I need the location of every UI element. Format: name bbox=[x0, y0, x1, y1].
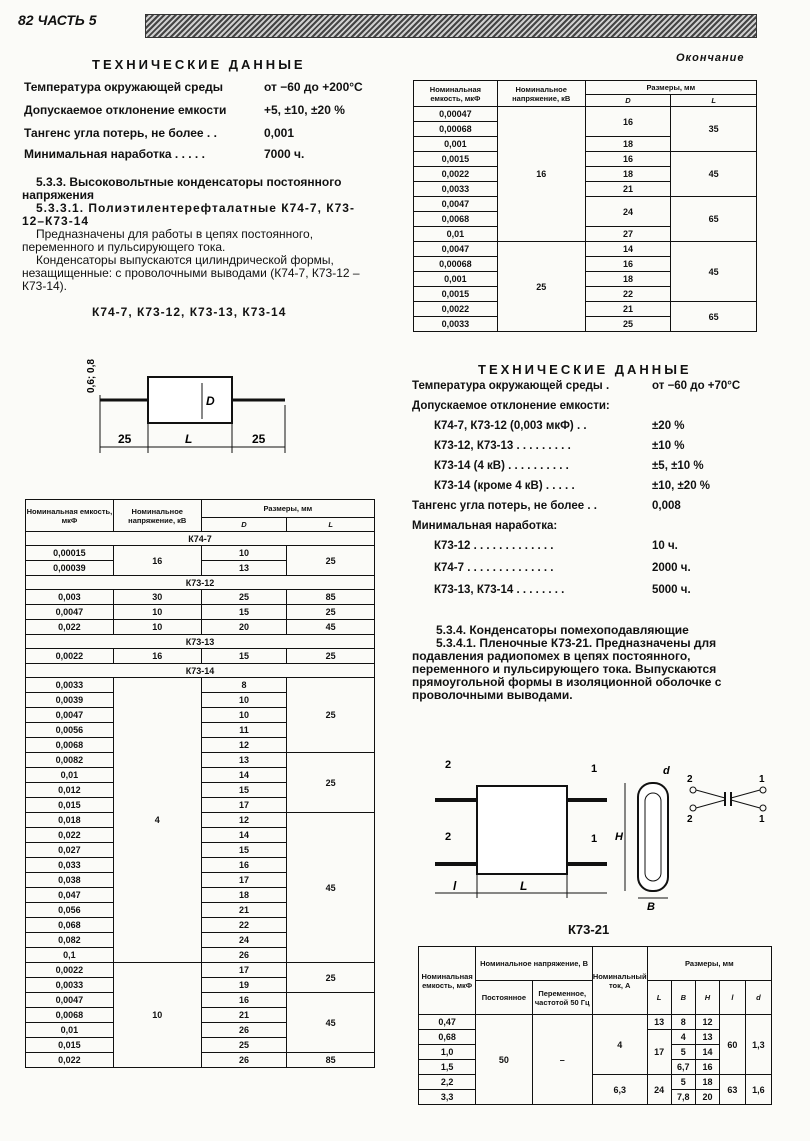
table-cell: – bbox=[532, 1015, 592, 1105]
drawing-shape bbox=[760, 787, 766, 793]
text-line bbox=[412, 500, 758, 520]
table-cell: 63 bbox=[720, 1075, 746, 1105]
page-header bbox=[18, 12, 97, 28]
table-cell: 25 bbox=[201, 590, 287, 605]
text-line bbox=[412, 420, 758, 440]
table-cell: 22 bbox=[201, 918, 287, 933]
table-cell: 0,0039 bbox=[26, 693, 114, 708]
table-row bbox=[26, 546, 375, 561]
table-header-cell: Номинальный ток, А bbox=[592, 947, 647, 1015]
drawing-shape bbox=[731, 790, 760, 798]
capacitor-body bbox=[148, 377, 232, 423]
table-cell: 0,0015 bbox=[414, 152, 498, 167]
text-value: К74-7 . . . . . . . . . . . . . . bbox=[434, 562, 554, 574]
text-value: 2000 ч. bbox=[652, 562, 691, 574]
table-row bbox=[26, 620, 375, 635]
table-cell: 0,0082 bbox=[26, 753, 114, 768]
text-value: ±5, ±10 % bbox=[652, 460, 704, 472]
text-value: Допускаемое отклонение емкости bbox=[24, 103, 227, 117]
table-header-cell: Размеры, мм bbox=[647, 947, 771, 981]
drawing-shape bbox=[760, 805, 766, 811]
table-cell: 2,2 bbox=[419, 1075, 476, 1090]
text-value: К73-14 (4 кВ) . . . . . . . . . . bbox=[434, 460, 569, 472]
table-cell: 35 bbox=[671, 107, 757, 152]
table-cell: 13 bbox=[201, 561, 287, 576]
table-cell: 0,47 bbox=[419, 1015, 476, 1030]
lt-h-volt: Номинальное напряжение, кВ bbox=[113, 500, 201, 532]
table-cell: 0,00068 bbox=[414, 122, 498, 137]
drawing-label: 1 bbox=[759, 814, 765, 825]
lead-dim: 0,6; 0,8 bbox=[86, 359, 97, 393]
text-value: 5000 ч. bbox=[652, 584, 691, 596]
table-cell: 24 bbox=[647, 1075, 671, 1105]
table-cell: 0,0033 bbox=[26, 978, 114, 993]
drawing-shape bbox=[690, 787, 696, 793]
table-cell: 10 bbox=[201, 708, 287, 723]
table-cell: 0,0056 bbox=[26, 723, 114, 738]
table-header-cell: Номинальная емкость, мкФ bbox=[419, 947, 476, 1015]
table-cell: 22 bbox=[585, 287, 671, 302]
table-header-cell: Постоянное bbox=[476, 981, 532, 1015]
table-cell: 16 bbox=[497, 107, 585, 242]
text-line bbox=[412, 562, 758, 584]
table-cell: 25 bbox=[287, 963, 375, 993]
table-cell: 24 bbox=[585, 197, 671, 227]
lt-h-dim: Размеры, мм bbox=[201, 500, 374, 518]
text-line bbox=[412, 460, 758, 480]
capacitor-drawing-1 bbox=[80, 335, 300, 480]
dim-mid: L bbox=[185, 432, 193, 446]
drawing-shape bbox=[690, 805, 696, 811]
text-value: ±10, ±20 % bbox=[652, 480, 711, 492]
table-cell: 0,0022 bbox=[414, 167, 498, 182]
section-533-p2: Конденсаторы выпускаются цилиндрической формы, незащищенные: с проволочными выводами (К74-7, К73-12 – К73-14). bbox=[22, 253, 360, 293]
table-cell: 0,00039 bbox=[26, 561, 114, 576]
table-cell: 1,0 bbox=[419, 1045, 476, 1060]
table-row bbox=[419, 1075, 772, 1090]
table-cell: 16 bbox=[113, 649, 201, 664]
table-header-cell: B bbox=[671, 981, 695, 1015]
text-value: Температура окружающей среды . bbox=[412, 380, 610, 392]
table-cell: 45 bbox=[671, 242, 757, 302]
text-value: К74-7, К73-12 (0,003 мкФ) . . bbox=[434, 420, 587, 432]
table-row bbox=[26, 678, 375, 693]
table-cell: 25 bbox=[287, 649, 375, 664]
table-cell: 26 bbox=[201, 948, 287, 963]
table-header-cell: Размеры, мм bbox=[585, 81, 756, 95]
text-line bbox=[412, 400, 758, 420]
table-cell: 10 bbox=[113, 620, 201, 635]
table-cell: 0,0047 bbox=[414, 242, 498, 257]
table-cell: 0,068 bbox=[26, 918, 114, 933]
table-cell: 21 bbox=[585, 182, 671, 197]
table-header-cell: d bbox=[745, 981, 771, 1015]
table-cell: 12 bbox=[201, 738, 287, 753]
table-cell: 5 bbox=[671, 1045, 695, 1060]
text-line bbox=[412, 540, 758, 562]
table-cell: 8 bbox=[671, 1015, 695, 1030]
table-cell: 0,018 bbox=[26, 813, 114, 828]
table-cell: 12 bbox=[695, 1015, 719, 1030]
table-cell: 16 bbox=[585, 257, 671, 272]
table-header-cell: Номинальное напряжение, кВ bbox=[497, 81, 585, 107]
table-cell: 25 bbox=[287, 546, 375, 576]
table-cell: 4 bbox=[592, 1015, 647, 1075]
right-top-table bbox=[413, 80, 757, 332]
table-cell: 17 bbox=[201, 963, 287, 978]
table-cell: 11 bbox=[201, 723, 287, 738]
drawing-label: 1 bbox=[591, 763, 598, 775]
text-value: Температура окружающей среды bbox=[24, 80, 224, 94]
text-value: Минимальная наработка . . . . . bbox=[24, 147, 205, 161]
table-cell: 0,027 bbox=[26, 843, 114, 858]
drawing-shape bbox=[696, 800, 725, 808]
drawing-shape bbox=[731, 800, 760, 808]
table-cell: 0,01 bbox=[26, 1023, 114, 1038]
table-row bbox=[419, 947, 772, 981]
dim-d: D bbox=[206, 394, 215, 408]
table-row bbox=[414, 152, 757, 167]
table-cell: 21 bbox=[201, 1008, 287, 1023]
text-value: от −60 до +70°C bbox=[652, 380, 741, 392]
left-table bbox=[25, 499, 375, 1068]
table-cell: 12 bbox=[201, 813, 287, 828]
text-value: 0,008 bbox=[652, 500, 681, 512]
table-cell: 0,001 bbox=[414, 137, 498, 152]
group-k73-13: К73-13 bbox=[26, 635, 375, 649]
text-value: К73-12 . . . . . . . . . . . . . bbox=[434, 540, 554, 552]
table-row bbox=[414, 302, 757, 317]
table-row bbox=[414, 81, 757, 95]
table-cell: 0,003 bbox=[26, 590, 114, 605]
k73-21-body bbox=[477, 786, 567, 874]
drawing-label: B bbox=[647, 901, 655, 913]
table-header-cell: D bbox=[201, 518, 287, 532]
table-cell: 0,0022 bbox=[26, 963, 114, 978]
table-row bbox=[419, 1015, 772, 1030]
text-line bbox=[412, 380, 758, 400]
drawing-label: 2 bbox=[445, 759, 452, 771]
table-header-cell: L bbox=[647, 981, 671, 1015]
table-row bbox=[26, 605, 375, 620]
table-row bbox=[26, 500, 375, 518]
table-cell: 0,022 bbox=[26, 620, 114, 635]
dim-right: 25 bbox=[252, 432, 266, 446]
table-cell: 0,0068 bbox=[26, 1008, 114, 1023]
table-cell: 30 bbox=[113, 590, 201, 605]
table-continuation-label: Окончание bbox=[676, 52, 745, 64]
table-cell: 20 bbox=[201, 620, 287, 635]
table-cell: 17 bbox=[647, 1030, 671, 1075]
table-cell: 0,0022 bbox=[414, 302, 498, 317]
table-cell: 0,00015 bbox=[26, 546, 114, 561]
table-cell: 85 bbox=[287, 590, 375, 605]
table-cell: 16 bbox=[201, 993, 287, 1008]
text-value: +5, ±10, ±20 % bbox=[264, 103, 345, 117]
dim-left: 25 bbox=[118, 432, 132, 446]
text-value: Тангенс угла потерь, не более . . bbox=[412, 500, 597, 512]
drawing-shape bbox=[696, 790, 725, 798]
table-cell: 65 bbox=[671, 302, 757, 332]
table-cell: 16 bbox=[585, 152, 671, 167]
text-value: Допускаемое отклонение емкости: bbox=[412, 400, 610, 412]
text-value: Минимальная наработка: bbox=[412, 520, 558, 532]
text-value: К73-13, К73-14 . . . . . . . . bbox=[434, 584, 565, 596]
table-cell: 0,0033 bbox=[26, 678, 114, 693]
table-cell: 85 bbox=[287, 1053, 375, 1068]
section-534-p: 5.3.4.1. Пленочные К73-21. Предназначены для подавления радиопомех в цепях постоянного, переменного и пульсирующего тока. Выпускаются прямоугольной формы в изоляционной оболочке с проволочными выводами. bbox=[412, 636, 722, 702]
table-cell: 0,0033 bbox=[414, 317, 498, 332]
header-hatch-bar bbox=[145, 14, 757, 38]
right-tech-list bbox=[412, 380, 758, 606]
table-cell: 65 bbox=[671, 197, 757, 242]
table-cell: 15 bbox=[201, 843, 287, 858]
table-cell: 26 bbox=[201, 1023, 287, 1038]
text-value: ±20 % bbox=[652, 420, 685, 432]
right-tech-title: ТЕХНИЧЕСКИЕ ДАННЫЕ bbox=[478, 362, 692, 377]
text-value: Тангенс угла потерь, не более . . bbox=[24, 126, 217, 140]
drawing-label: 2 bbox=[445, 831, 452, 843]
table-cell: 18 bbox=[585, 137, 671, 152]
section-534 bbox=[412, 624, 758, 702]
text-value: 7000 ч. bbox=[264, 147, 305, 161]
table-row bbox=[414, 107, 757, 122]
text-line bbox=[412, 440, 758, 460]
drawing-label: H bbox=[615, 831, 623, 843]
table-cell: 25 bbox=[585, 317, 671, 332]
table-cell: 7,8 bbox=[671, 1090, 695, 1105]
table-cell: 0,00068 bbox=[414, 257, 498, 272]
table-cell: 14 bbox=[695, 1045, 719, 1060]
drawing-label: 2 bbox=[687, 774, 693, 785]
table-cell: 0,022 bbox=[26, 1053, 114, 1068]
drawing-label: 2 bbox=[687, 814, 693, 825]
table-header-cell: L bbox=[287, 518, 375, 532]
table-cell: 1,3 bbox=[745, 1015, 771, 1075]
table-row bbox=[414, 242, 757, 257]
table-header-cell: Номинальное напряжение, В bbox=[476, 947, 593, 981]
table-row bbox=[26, 590, 375, 605]
table-row bbox=[26, 532, 375, 546]
table-cell: 0,68 bbox=[419, 1030, 476, 1045]
table-header-cell: Переменное, частотой 50 Гц bbox=[532, 981, 592, 1015]
table-row bbox=[26, 664, 375, 678]
table-cell: 18 bbox=[585, 167, 671, 182]
table-cell: 0,082 bbox=[26, 933, 114, 948]
table-cell: 13 bbox=[647, 1015, 671, 1030]
table-cell: 0,0047 bbox=[26, 605, 114, 620]
text-line bbox=[412, 480, 758, 500]
table-cell: 10 bbox=[201, 693, 287, 708]
text-value: 10 ч. bbox=[652, 540, 678, 552]
table-cell: 0,015 bbox=[26, 798, 114, 813]
table-cell: 0,0068 bbox=[414, 212, 498, 227]
table-cell: 10 bbox=[113, 605, 201, 620]
table-row bbox=[26, 635, 375, 649]
text-value: 0,001 bbox=[264, 126, 295, 140]
table-header-cell: D bbox=[585, 95, 671, 107]
table-cell: 13 bbox=[201, 753, 287, 768]
text-value: К73-14 (кроме 4 кВ) . . . . . bbox=[434, 480, 575, 492]
table-cell: 18 bbox=[201, 888, 287, 903]
table-cell: 15 bbox=[201, 783, 287, 798]
drawing-label: d bbox=[663, 765, 670, 777]
section-534-heading: 5.3.4. Конденсаторы помехоподавляющие bbox=[436, 623, 689, 637]
table-cell: 25 bbox=[287, 753, 375, 813]
table-cell: 17 bbox=[201, 798, 287, 813]
table-cell: 0,033 bbox=[26, 858, 114, 873]
table-cell: 50 bbox=[476, 1015, 532, 1105]
table-cell: 0,0047 bbox=[26, 993, 114, 1008]
table-cell: 0,0022 bbox=[26, 649, 114, 664]
table-cell: 18 bbox=[695, 1075, 719, 1090]
table-cell: 10 bbox=[201, 546, 287, 561]
table-cell: 6,7 bbox=[671, 1060, 695, 1075]
table-cell: 0,056 bbox=[26, 903, 114, 918]
table-cell: 16 bbox=[585, 107, 671, 137]
table-cell: 0,047 bbox=[26, 888, 114, 903]
table-cell: 13 bbox=[695, 1030, 719, 1045]
drawing-label: 1 bbox=[591, 833, 598, 845]
part-label: ЧАСТЬ 5 bbox=[37, 12, 97, 28]
group-k74-7: К74-7 bbox=[26, 532, 375, 546]
text-value: от −60 до +200°C bbox=[264, 80, 363, 94]
table-row bbox=[26, 963, 375, 978]
table-cell: 25 bbox=[497, 242, 585, 332]
table-header-cell: l bbox=[720, 981, 746, 1015]
table-cell: 21 bbox=[585, 302, 671, 317]
types-title: К74-7, К73-12, К73-13, К73-14 bbox=[92, 305, 287, 319]
table-cell: 0,0047 bbox=[414, 197, 498, 212]
table-cell: 25 bbox=[287, 678, 375, 753]
table-cell: 0,022 bbox=[26, 828, 114, 843]
k73-21-caption: К73-21 bbox=[568, 922, 610, 937]
right-bottom-table bbox=[418, 946, 772, 1105]
table-cell: 6,3 bbox=[592, 1075, 647, 1105]
table-cell: 14 bbox=[201, 768, 287, 783]
table-cell: 0,0033 bbox=[414, 182, 498, 197]
table-cell: 20 bbox=[695, 1090, 719, 1105]
page-number: 82 bbox=[18, 12, 34, 28]
table-cell: 14 bbox=[585, 242, 671, 257]
group-k73-14: К73-14 bbox=[26, 664, 375, 678]
table-header-cell: Номинальная емкость, мкФ bbox=[414, 81, 498, 107]
text-value: К73-12, К73-13 . . . . . . . . . bbox=[434, 440, 571, 452]
k73-21-side bbox=[638, 783, 668, 891]
left-tech-title: ТЕХНИЧЕСКИЕ ДАННЫЕ bbox=[92, 57, 306, 72]
table-header-cell: L bbox=[671, 95, 757, 107]
drawing-label: L bbox=[520, 879, 528, 893]
table-cell: 1,5 bbox=[419, 1060, 476, 1075]
table-cell: 15 bbox=[201, 605, 287, 620]
drawing-label: l bbox=[453, 879, 457, 893]
table-cell: 10 bbox=[113, 963, 201, 1068]
table-row bbox=[26, 649, 375, 664]
table-cell: 3,3 bbox=[419, 1090, 476, 1105]
table-cell: 45 bbox=[287, 813, 375, 963]
table-row bbox=[26, 576, 375, 590]
table-cell: 0,001 bbox=[414, 272, 498, 287]
section-533-sub: 5.3.3.1. Полиэтилентерефталатные К74-7, К73-12–К73-14 bbox=[22, 201, 355, 228]
table-cell: 8 bbox=[201, 678, 287, 693]
table-cell: 0,015 bbox=[26, 1038, 114, 1053]
table-cell: 21 bbox=[201, 903, 287, 918]
table-cell: 60 bbox=[720, 1015, 746, 1075]
table-cell: 15 bbox=[201, 649, 287, 664]
table-cell: 0,01 bbox=[26, 768, 114, 783]
table-cell: 5 bbox=[671, 1075, 695, 1090]
section-533-p1: Предназначены для работы в цепях постоянного, переменного и пульсирующего тока. bbox=[22, 227, 314, 254]
table-cell: 0,1 bbox=[26, 948, 114, 963]
table-cell: 1,6 bbox=[745, 1075, 771, 1105]
table-cell: 16 bbox=[113, 546, 201, 576]
table-cell: 0,00047 bbox=[414, 107, 498, 122]
table-cell: 0,012 bbox=[26, 783, 114, 798]
table-cell: 27 bbox=[585, 227, 671, 242]
table-cell: 17 bbox=[201, 873, 287, 888]
table-cell: 24 bbox=[201, 933, 287, 948]
table-cell: 45 bbox=[287, 993, 375, 1053]
table-cell: 4 bbox=[113, 678, 201, 963]
table-cell: 0,0068 bbox=[26, 738, 114, 753]
section-533 bbox=[22, 176, 374, 293]
table-cell: 45 bbox=[671, 152, 757, 197]
table-header-cell: H bbox=[695, 981, 719, 1015]
table-cell: 0,038 bbox=[26, 873, 114, 888]
table-row bbox=[414, 197, 757, 212]
table-cell: 26 bbox=[201, 1053, 287, 1068]
group-k73-12: К73-12 bbox=[26, 576, 375, 590]
table-cell: 19 bbox=[201, 978, 287, 993]
lt-h-cap: Номинальная емкость, мкФ bbox=[26, 500, 114, 532]
table-cell: 16 bbox=[695, 1060, 719, 1075]
text-value: ±10 % bbox=[652, 440, 685, 452]
capacitor-drawing-2 bbox=[425, 758, 770, 918]
table-cell: 18 bbox=[585, 272, 671, 287]
text-line bbox=[412, 584, 758, 606]
section-533-heading: 5.3.3. Высоковольтные конденсаторы постоянного напряжения bbox=[22, 175, 342, 202]
text-line bbox=[412, 520, 758, 540]
drawing-label: 1 bbox=[759, 774, 765, 785]
table-cell: 0,0047 bbox=[26, 708, 114, 723]
table-cell: 0,01 bbox=[414, 227, 498, 242]
table-cell: 4 bbox=[671, 1030, 695, 1045]
table-cell: 45 bbox=[287, 620, 375, 635]
table-cell: 16 bbox=[201, 858, 287, 873]
table-cell: 0,0015 bbox=[414, 287, 498, 302]
table-cell: 14 bbox=[201, 828, 287, 843]
table-cell: 25 bbox=[287, 605, 375, 620]
table-cell: 25 bbox=[201, 1038, 287, 1053]
